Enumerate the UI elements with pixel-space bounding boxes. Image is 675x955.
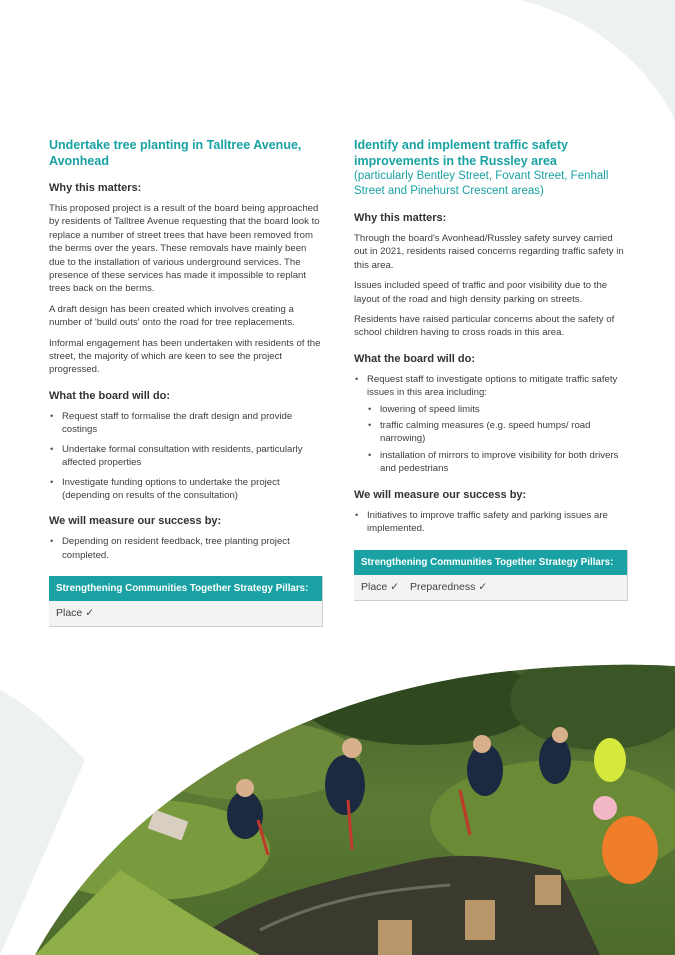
check-icon: ✓ <box>390 580 400 593</box>
list-item-text: Request staff to investigate options to mitigate traffic safety issues in this area including: <box>367 373 618 399</box>
pillars-heading: Strengthening Communities Together Strategy Pillars: <box>354 550 627 575</box>
why-paragraph: Informal engagement has been undertaken with residents of the street, the majority of which are keen to see the project progressed. <box>49 337 321 376</box>
why-heading: Why this matters: <box>354 212 447 224</box>
sub-list-item: • installation of mirrors to improve visibility for both drivers and pedestrians <box>367 449 628 476</box>
sub-list-item: • traffic calming measures (e.g. speed humps/ road narrowing) <box>367 419 628 446</box>
pillar-label: Preparedness <box>410 580 476 593</box>
check-icon: ✓ <box>478 580 488 593</box>
list-item: • Initiatives to improve traffic safety and parking issues are implemented. <box>354 509 628 536</box>
section-title: Undertake tree planting in Talltree Avenue, Avonhead <box>49 138 302 168</box>
success-heading: We will measure our success by: <box>354 488 527 501</box>
why-paragraph: This proposed project is a result of the board being approached by residents of Talltree Avenue requesting that the board look to replace a number of street trees that have been removed from the berms over the years. These removals have mainly been due to the installation of various underground services. The presence of these services has made it impossible to replant trees back on the berms. <box>49 203 320 295</box>
why-paragraph: Issues included speed of traffic and poor visibility due to the layout of the road and high density parking on streets. <box>354 280 608 305</box>
pillars-heading: Strengthening Communities Together Strategy Pillars: <box>49 576 322 601</box>
why-paragraph: Residents have raised particular concerns about the safety of school children having to cross roads in this area. <box>354 314 615 339</box>
section-subtitle: (particularly Bentley Street, Fovant Street, Fenhall Street and Pinehurst Crescent areas) <box>354 170 609 197</box>
will-do-heading: What the board will do: <box>354 352 475 365</box>
will-do-heading: What the board will do: <box>49 389 170 402</box>
list-item: • Request staff to formalise the draft design and provide costings <box>49 410 323 437</box>
check-icon: ✓ <box>85 607 95 620</box>
list-item: • Depending on resident feedback, tree planting project completed. <box>49 535 323 562</box>
why-heading: Why this matters: <box>49 182 142 194</box>
success-heading: We will measure our success by: <box>49 515 222 528</box>
list-item: • Undertake formal consultation with residents, particularly affected properties <box>49 443 323 470</box>
pillar-label: Place <box>56 607 83 620</box>
pillar-label: Place <box>361 580 388 593</box>
section-title: Identify and implement traffic safety improvements in the Russley area <box>354 138 568 168</box>
sub-list-item: • lowering of speed limits <box>367 403 628 416</box>
why-paragraph: A draft design has been created which involves creating a number of 'build outs' onto the road for tree replacements. <box>49 303 295 329</box>
why-paragraph: Through the board's Avonhead/Russley safety survey carried out in 2021, residents raised concerns regarding traffic safety in this area. <box>354 233 624 271</box>
list-item: • Investigate funding options to undertake the project (depending on results of the consultation) <box>49 476 323 503</box>
